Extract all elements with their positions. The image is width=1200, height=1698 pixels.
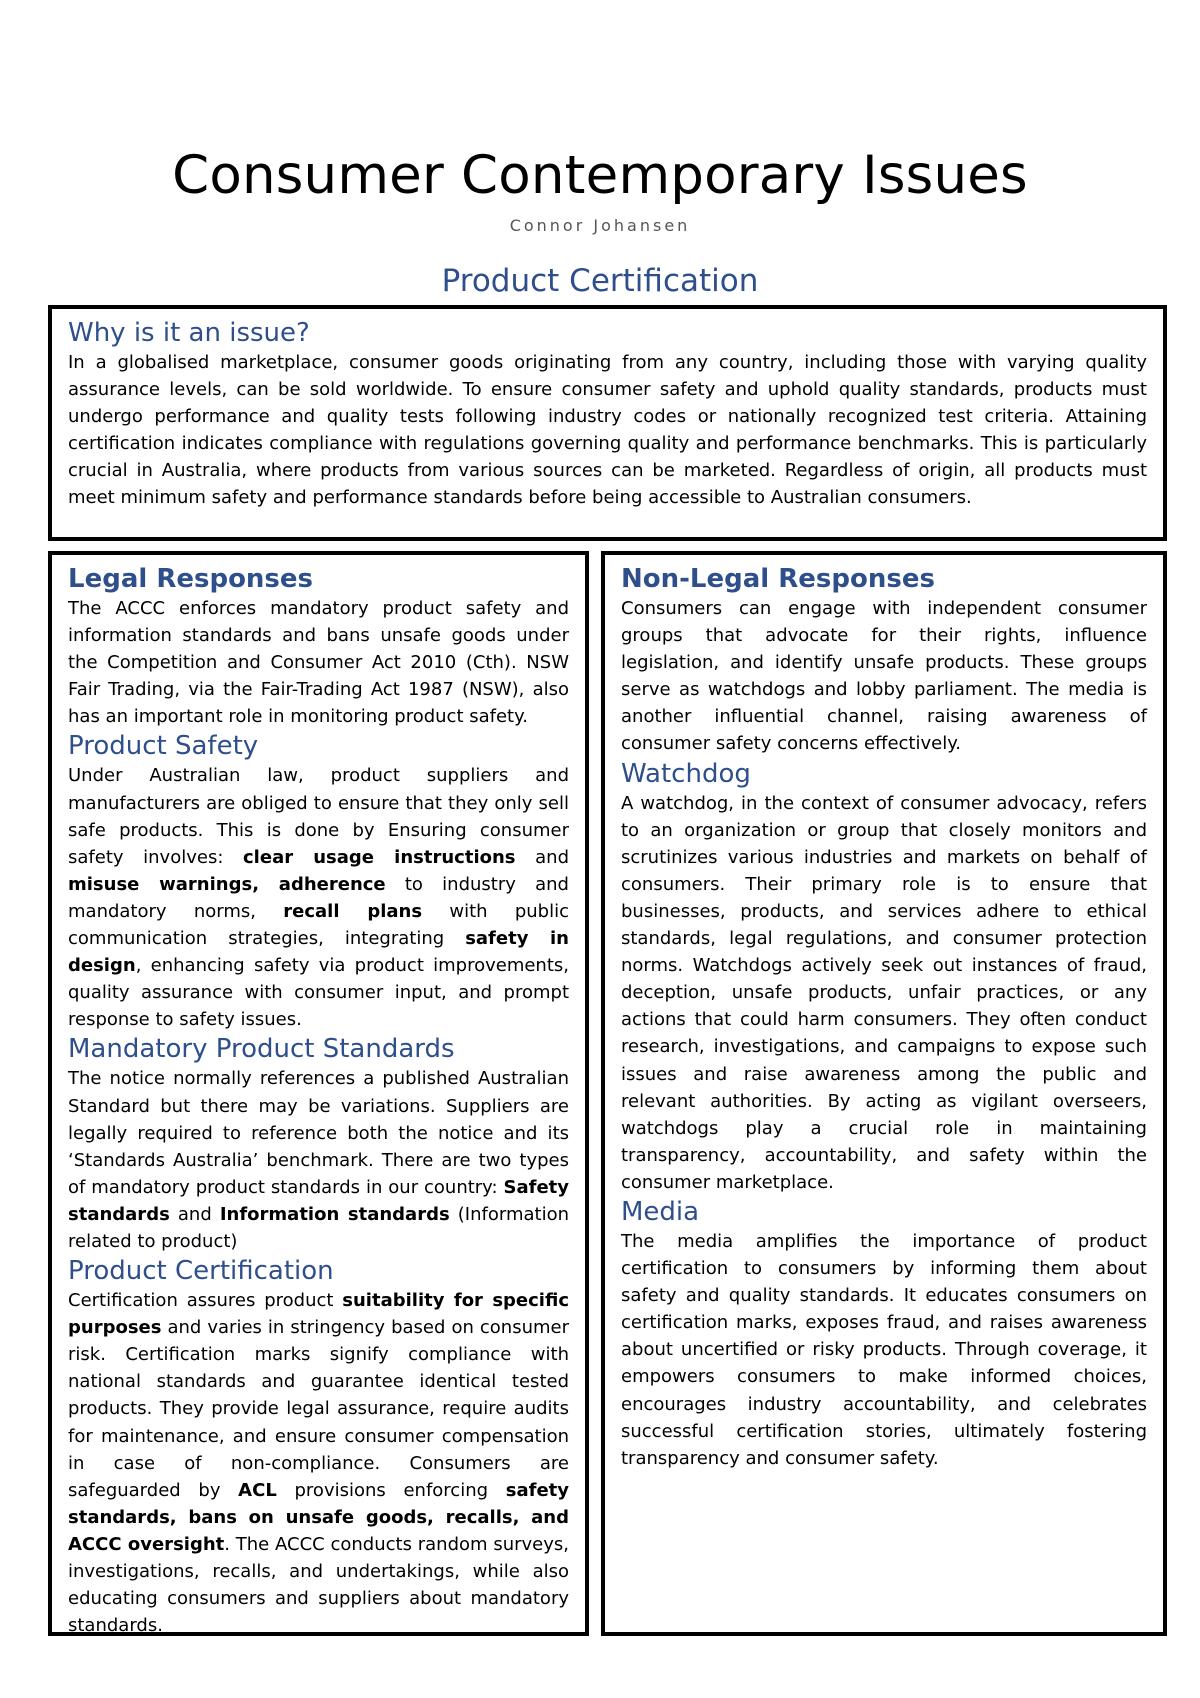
media-heading: Media bbox=[621, 1196, 700, 1227]
legal-responses-box bbox=[48, 551, 589, 1636]
page-subtitle: Product Certification bbox=[441, 263, 759, 299]
mandatory-standards-heading: Mandatory Product Standards bbox=[68, 1034, 455, 1065]
product-safety-heading: Product Safety bbox=[68, 731, 259, 762]
product-certification-body: Certification assures product suitability for specific purposes and varies in stringency based on consumer risk. Certification marks signify compliance with national standards and guarantee identical tested products. They provide legal assurance, require audits for maintenance, and ensure consumer compensation in case of non-compliance. Consumers are safeguarded by ACL provisions enforcing safety standards, bans on unsafe goods, recalls, and ACCC oversight. The ACCC conducts random surveys, investigations, recalls, and undertakings, while also educating consumers and suppliers about mandatory standards. bbox=[68, 1290, 569, 1637]
mandatory-standards-body: The notice normally references a published Australian Standard but there may be variations. Suppliers are legally required to reference both the notice and its ‘Standards Australia’ benchmark. There are two types of mandatory product standards in our country: Safety standards and Information standards (Information related to product) bbox=[68, 1068, 569, 1252]
issue-heading: Why is it an issue? bbox=[68, 318, 310, 348]
watchdog-heading: Watchdog bbox=[621, 758, 751, 789]
legal-intro: The ACCC enforces mandatory product safety and information standards and bans unsafe goods under the Competition and Consumer Act 2010 (Cth). NSW Fair Trading, via the Fair-Trading Act 1987 (NSW), also has an important role in monitoring product safety. bbox=[68, 598, 569, 728]
watchdog-body: A watchdog, in the context of consumer advocacy, refers to an organization or group that closely monitors and scrutinizes various industries and markets on behalf of consumers. Their primary role is to ensure that businesses, products, and services adhere to ethical standards, legal regulations, and consumer protection norms. Watchdogs actively seek out instances of fraud, deception, unsafe products, unfair practices, or any actions that could harm consumers. They often conduct research, investigations, and campaigns to expose such issues and raise awareness among the public and relevant authorities. By acting as vigilant overseers, watchdogs play a crucial role in maintaining transparency, accountability, and safety within the consumer marketplace. bbox=[621, 792, 1147, 1193]
product-certification-heading: Product Certification bbox=[68, 1256, 334, 1287]
non-legal-heading: Non-Legal Responses bbox=[621, 564, 935, 594]
product-safety-body: Under Australian law, product suppliers and manufacturers are obliged to ensure that they only sell safe products. This is done by Ensuring consumer safety involves: clear usage instructions and misuse warnings, adherence to industry and mandatory norms, recall plans with public communication strategies, integrating safety in design, enhancing safety via product improvements, quality assurance with consumer input, and prompt response to safety issues. bbox=[68, 765, 569, 1031]
issue-box bbox=[48, 305, 1167, 541]
non-legal-intro: Consumers can engage with independent consumer groups that advocate for their rights, influence legislation, and identify unsafe products. These groups serve as watchdogs and lobby parliament. The media is another influential channel, raising awareness of consumer safety concerns effectively. bbox=[621, 598, 1147, 755]
issue-body: In a globalised marketplace, consumer goods originating from any country, including those with varying quality assurance levels, can be sold worldwide. To ensure consumer safety and uphold quality standards, products must undergo performance and quality tests following industry codes or nationally recognized test criteria. Attaining certification indicates compliance with regulations governing quality and performance benchmarks. This is particularly crucial in Australia, where products from various sources can be marketed. Regardless of origin, all products must meet minimum safety and performance standards before being accessible to Australian consumers. bbox=[68, 352, 1147, 509]
legal-heading: Legal Responses bbox=[68, 564, 314, 594]
page-title: Consumer Contemporary Issues bbox=[172, 145, 1028, 206]
media-body: The media amplifies the importance of product certification to consumers by informing them about safety and quality standards. It educates consumers on certification marks, exposes fraud, and raises awareness about uncertified or risky products. Through coverage, it empowers consumers to make informed choices, encourages industry accountability, and celebrates successful certification stories, ultimately fostering transparency and consumer safety. bbox=[621, 1230, 1147, 1469]
author-name: Connor Johansen bbox=[509, 216, 691, 235]
non-legal-responses-box bbox=[601, 551, 1167, 1636]
